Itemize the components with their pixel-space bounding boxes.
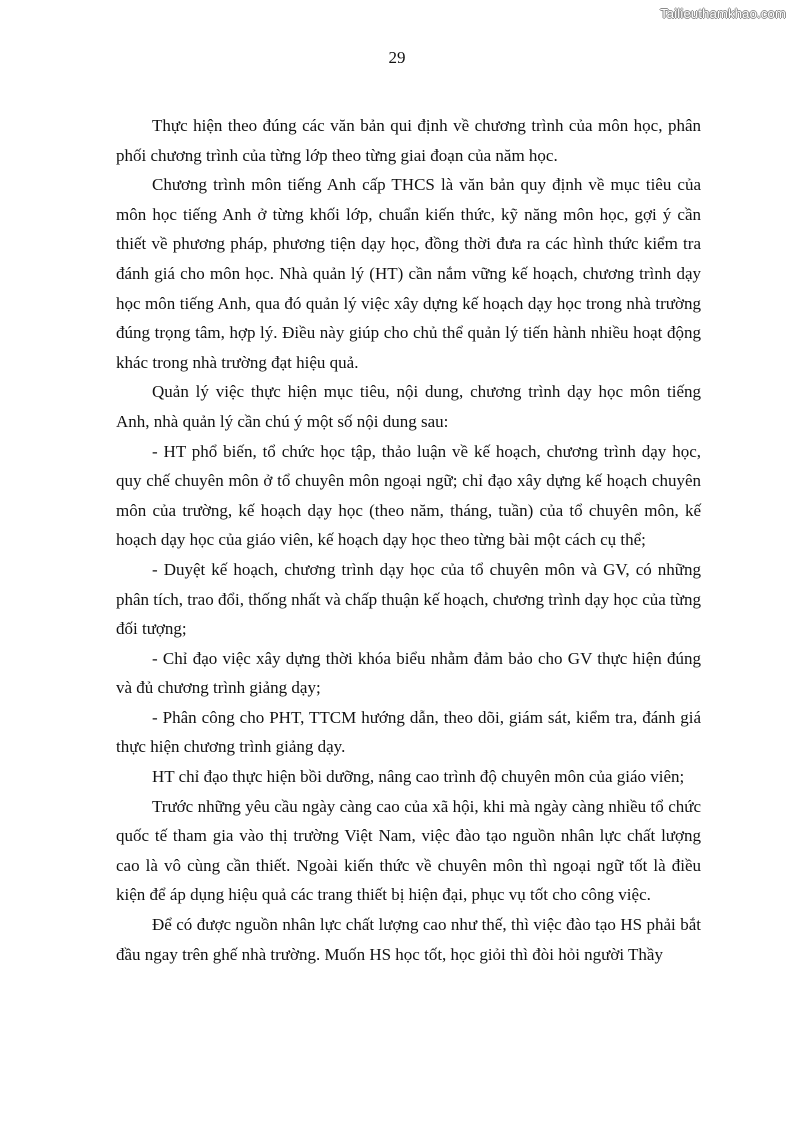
paragraph: Quản lý việc thực hiện mục tiêu, nội dung, chương trình dạy học môn tiếng Anh, nhà quản lý cần chú ý một số nội dung sau: [116, 382, 701, 431]
paragraph: - Duyệt kế hoạch, chương trình dạy học của tổ chuyên môn và GV, có những phân tích, trao đổi, thống nhất và chấp thuận kế hoạch, chương trình dạy học của từng đối tượng; [116, 559, 701, 639]
paragraph: HT chỉ đạo thực hiện bồi dưỡng, nâng cao trình độ chuyên môn của giáo viên; [152, 767, 685, 787]
paragraph: - Phân công cho PHT, TTCM hướng dẫn, theo dõi, giám sát, kiểm tra, đánh giá thực hiện chương trình giảng dạy. [116, 707, 701, 757]
page-number: 29 [388, 48, 406, 67]
paragraph: Để có được nguồn nhân lực chất lượng cao như thế, thì việc đào tạo HS phải bắt đầu ngay trên ghế nhà trường. Muốn HS học tốt, học giỏi thì đòi hỏi người Thầy [116, 915, 701, 964]
paragraph: Thực hiện theo đúng các văn bản qui định về chương trình của môn học, phân phối chương trình của từng lớp theo từng giai đoạn của năm học. [116, 116, 701, 165]
paragraph: Chương trình môn tiếng Anh cấp THCS là văn bản quy định về mục tiêu của môn học tiếng Anh ở từng khối lớp, chuẩn kiến thức, kỹ năng môn học, gợi ý cần thiết về phương pháp, phương tiện dạy học, đồng thời đưa ra các hình thức kiểm tra đánh giá cho môn học. Nhà quản lý (HT) cần nắm vững kế hoạch, chương trình dạy học môn tiếng Anh, qua đó quản lý việc xây dựng kế hoạch dạy học trong nhà trường đúng trọng tâm, hợp lý. Điều này giúp cho chủ thể quản lý tiến hành nhiều hoạt động khác trong nhà trường đạt hiệu quả. [116, 175, 701, 372]
watermark: Tailieuthamkhao.com [660, 6, 786, 21]
document-body [116, 111, 701, 969]
paragraph: - Chỉ đạo việc xây dựng thời khóa biểu nhằm đảm bảo cho GV thực hiện đúng và đủ chương trình giảng dạy; [116, 648, 701, 698]
paragraph: - HT phổ biến, tổ chức học tập, thảo luận về kế hoạch, chương trình dạy học, quy chế chuyên môn ở tổ chuyên môn ngoại ngữ; chỉ đạo xây dựng kế hoạch chuyên môn của trường, kế hoạch dạy học (theo năm, tháng, tuần) của tổ chuyên môn, kế hoạch dạy học của giáo viên, kế hoạch dạy học theo từng bài một cách cụ thể; [116, 441, 701, 550]
paragraph: Trước những yêu cầu ngày càng cao của xã hội, khi mà ngày càng nhiều tổ chức quốc tế tham gia vào thị trường Việt Nam, việc đào tạo nguồn nhân lực chất lượng cao là vô cùng cần thiết. Ngoài kiến thức về chuyên môn thì ngoại ngữ tốt là điều kiện để áp dụng hiệu quả các trang thiết bị hiện đại, phục vụ tốt cho công việc. [116, 796, 701, 905]
